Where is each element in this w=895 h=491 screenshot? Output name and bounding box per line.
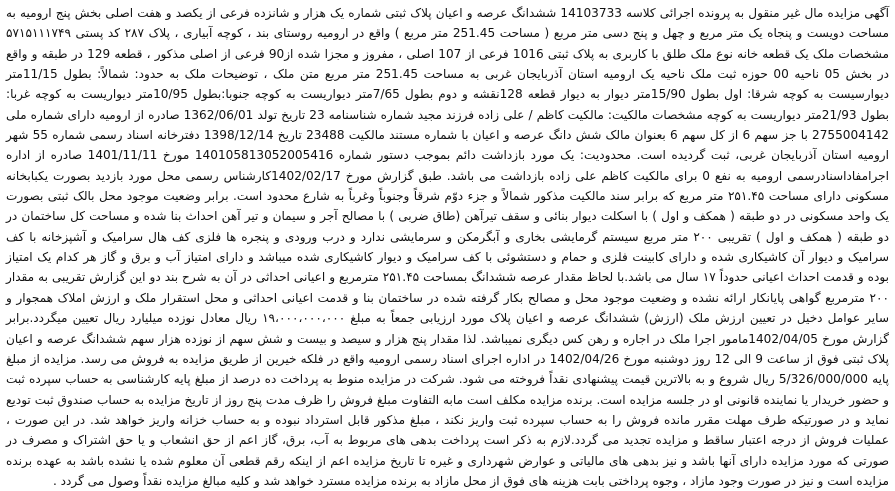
notice-body-text: آگهی مزایده مال غیر منقول به پرونده اجرائی کلاسه 14103733 ششدانگ عرصه و اعیان پلاک ثبتی شماره یک هزار و شانزده فرعی از یکصد و هفت اصلی بخش پنج ارومیه به مساحت دویست و پنجاه یک متر مربع و چهل و پنج دسی متر مربع ( مساحت 251.45 متر مربع ) واقع در ارومیه روستای بند ، کوچه آبیاری ، پلاک ۲۸۷ کد پستی ۵۷۱۵۱۱۱۷۴۹ مشخصات ملک یک قطعه خانه نوع ملک طلق با کاربری به پلاک ثبتی 1016 فرعی از 107 اصلی ، مفروز و مجزا شده از90 فرعی از اصلی مذکور ، قطعه 129 در طبقه و واقع در بخش 05 ناحیه 00 حوزه ثبت ملک ناحیه یک ارومیه استان آذربایجان غربی به مساحت 251.45 متر مربع متن ملک ، توضیحات ملک به حدود: شمالاً: بطول 11/15متر دیوارسیست به کوچه شرقا: اول بطول 15/90متر دیوار به دیوار قطعه 128نقشه و دوم بطول 7/65متر دیواریست به کوچه جنوبا:بطول 10/95متر دیواریست به کوچه غربا: بطول 21/93متر دیواریست به کوچه مشخصات مالکیت: مالکیت کاظم / علی زاده فرزند مجید شماره شناسنامه 23 تاریخ تولد 1362/06/01 صادره از ارومیه دارای شماره ملی 2755004142 با جز سهم 6 از کل سهم 6 بعنوان مالک شش دانگ عرصه و اعیان با شماره مستند مالکیت 23488 تاریخ 1398/12/14 دفترخانه اسناد رسمی شماره 55 شهر ارومیه استان آذربایجان غربی، ثبت گردیده است. محدودیت: یک مورد بازداشت دائم بموجب دستور شماره 140105813052005416 مورخ 1401/11/11 صادره از اداره اجرامفاداسنادرسمی ارومیه به نفع 0 برای مالکیت کاظم علی زاده بازداشت می باشد. طبق گزارش مورخ 1402/02/17کارشناس رسمی محل مورد بازدید بصورت یکبابخانه مسکونی دارای مساحت ۲۵۱.۴۵ متر مربع که برابر سند مالکیت مذکور شمالاً و جزء دوّم شرقاً وجنوباً وغرباً به شارع محدود است. برابر وضعیت موجود محل بالک ثبتی بصورت یک واحد مسکونی در دو طبقه ( همکف و اول ) با اسکلت دیوار بنائی و سقف تیرآهن (طاق ضربی ) با مصالح آجر و سیمان و تیر آهن احداث بنا شده و مساحت کل ساختمان در دو طبقه ( همکف و اول ) تقریبی ۲۰۰ متر مربع سیستم گرمایشی بخاری و آبگرمکن و سرمایشی ندارد و درب ورودی و پنجره ها فلزی کف هال سرامیک و آشپزخانه با کف سرامیک و دیوار آن کاشیکاری شده و دارای کابینت فلزی و حمام و دستشوئی با کف سرامیک و دیوار کاشیکاری شده میباشد و دارای امتیاز آب و برق و گاز هر کدام یک امتیاز بوده و قدمت احداث اعیانی حدوداً ۱۷ سال می باشد.با لحاظ مقدار عرصه ششدانگ بمساحت ۲۵۱.۴۵ مترمربع و اعیانی احداثی در آن به شرح بند دو این گزارش تقریبی به مقدار ۲۰۰ مترمربع گواهی پایانکار ارائه نشده و وضعیت موجود محل و مصالح بکار گرفته شده در ساختمان بنا و قدمت اعیانی احداثی و محل استقرار ملک و ارزش املاک همجوار و سایر عوامل دخیل در تعیین ارزش ملک (ارزش) ششدانگ عرصه و اعیان پلاک مورد ارزیابی جمعاً به مبلغ ۱۹،۰۰۰،۰۰۰،۰۰۰ ریال معادل نوزده میلیارد ریال تعیین میگردد.برابر گزارش مورخ 1402/04/05مامور اجرا ملک در اجاره و رهن کس دیگری نمیباشد. لذا مقدار پنج هزار و سیصد و بیست و شش سهم از نوزده هزار سهم ششدانگ عرصه و اعیان پلاک ثبتی فوق از ساعت 9 الی 12 روز دوشنبه مورخ 1402/04/26 در اداره اجرای اسناد رسمی ارومیه واقع در فلکه خیرین از طریق مزایده به فروش می رسد. مزایده از مبلغ پایه 5/326/000/000 ریال شروع و به بالاترین قیمت پیشنهادی نقداً فروخته می شود. شرکت در مزایده منوط به پرداخت ده درصد از مبلغ پایه کارشناسی به حساب سپرده ثبت و حضور خریدار یا نماینده قانونی او در جلسه مزایده است. برنده مزایده مکلف است مابه التفاوت مبلغ فروش را ظرف مدت پنج روز از تاریخ مزایده به حساب صندوق ثبت تودیع نماید و در صورتیکه طرف مهلت مقرر مانده فروش را به حساب سپرده ثبت واریز نکند ، مبلغ مذکور قابل استرداد نبوده و به حساب خزانه واریز خواهد شد. در این صورت ، عملیات فروش از درجه اعتبار ساقط و مزایده تجدید می گردد.لازم به ذکر است پرداخت بدهی های مربوط به آب، برق، گاز اعم از حق انشعاب و یا حق اشتراک و مصرف در صورتی که مورد مزایده دارای آنها باشد و نیز بدهی های مالیاتی و عوارض شهرداری و غیره تا تاریخ مزایده اعم از اینکه رقم قطعی آن معلوم شده یا نشده باشد به عهده برنده مزایده است و نیز در صورت وجود مازاد ، وجوه پرداختی بابت هزینه های فوق از محل مازاد به برنده مزایده مسترد خواهد شد و کلیه مبالغ مزایده نقداً وصول می گردد .: [6, 6, 890, 488]
